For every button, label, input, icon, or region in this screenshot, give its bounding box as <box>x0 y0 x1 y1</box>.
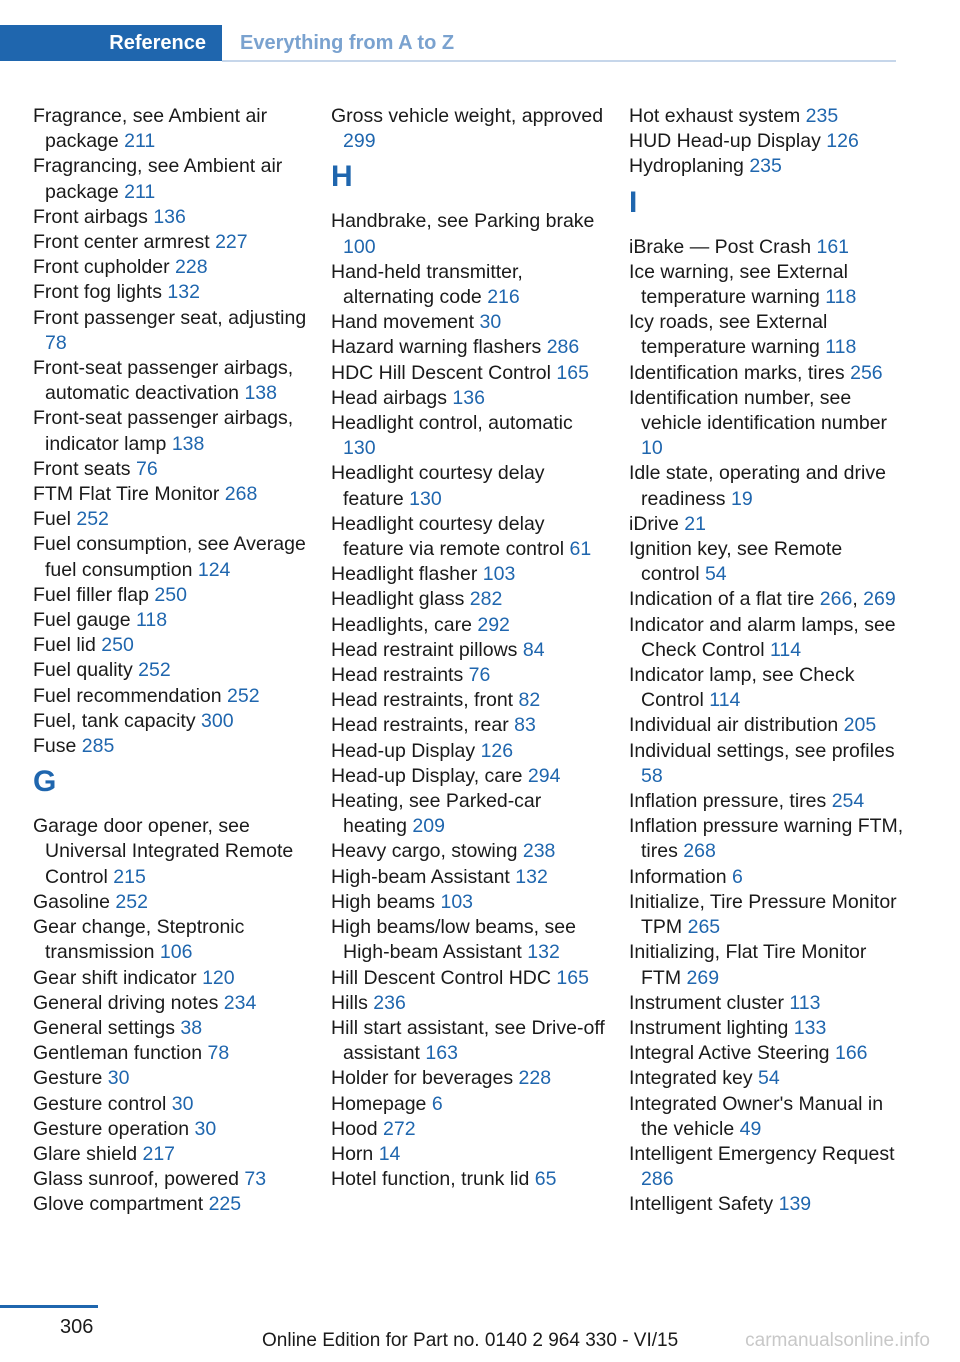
index-entry-text: Handbrake, see Parking brake <box>331 210 595 233</box>
index-entry <box>629 789 904 814</box>
page-reference-link[interactable]: 163 <box>425 1042 458 1065</box>
header-rule <box>222 60 896 62</box>
index-entry-text: Gross vehicle weight, approved <box>331 105 604 127</box>
page-reference-link[interactable]: 228 <box>175 256 208 279</box>
index-entry-text: Instrument lighting <box>629 1016 789 1039</box>
page-reference-link[interactable]: 216 <box>487 286 520 309</box>
index-entry <box>33 658 308 683</box>
index-entry-text: Headlight control, automatic <box>331 412 573 435</box>
index-entry-text: Hand movement <box>331 311 475 334</box>
page-reference-link[interactable]: 54 <box>704 563 727 586</box>
page-reference-link[interactable]: 138 <box>244 382 277 405</box>
page-reference-link[interactable]: 269 <box>686 966 720 989</box>
index-entry <box>33 280 308 305</box>
index-entry-text: Hill Descent Control HDC <box>331 966 551 989</box>
page-reference-link[interactable]: 106 <box>159 941 193 964</box>
index-entry <box>33 104 308 154</box>
page-reference-link[interactable]: 252 <box>115 890 148 913</box>
index-entry <box>629 260 904 310</box>
index-entry-text: Ice warning, see External temperature warning <box>629 260 848 309</box>
index-entry <box>629 814 904 864</box>
index-entry-text: Fuel <box>33 508 71 531</box>
index-entry-text: Identification number, see vehicle identification number <box>629 386 888 435</box>
index-entry <box>629 1142 904 1192</box>
index-entry-text: Fuel filler flap <box>33 583 149 606</box>
page-reference-link[interactable]: 166 <box>834 1042 868 1065</box>
page-reference-link[interactable]: 126 <box>826 130 859 153</box>
page-reference-link[interactable]: 76 <box>468 664 491 687</box>
page-reference-link[interactable]: 300 <box>201 709 234 732</box>
index-entry-text: Horn <box>331 1142 374 1165</box>
index-entry-text: Headlight glass <box>331 588 465 611</box>
index-letter-heading: I <box>629 185 638 219</box>
index-entry <box>33 1092 308 1117</box>
index-entry-text: Head restraints, front <box>331 689 514 712</box>
index-entry-text: Front-seat passenger airbags, automatic deactivation <box>33 357 294 405</box>
page-reference-link[interactable]: 38 <box>180 1016 203 1039</box>
index-entry-text: Hazard warning flashers <box>331 336 542 359</box>
index-entry-text: Fuel recommendation <box>33 684 222 707</box>
page-reference-link[interactable]: 103 <box>482 563 516 586</box>
index-entry <box>33 633 308 658</box>
page-reference-link[interactable]: 84 <box>522 638 545 661</box>
page-reference-link[interactable]: 130 <box>343 437 376 460</box>
index-entry <box>33 356 308 406</box>
page-reference-link[interactable]: 30 <box>194 1117 217 1140</box>
running-header <box>0 25 960 61</box>
index-entry <box>331 713 606 738</box>
index-entry <box>331 104 606 154</box>
index-entry-text: Hotel function, trunk lid <box>331 1168 530 1191</box>
index-entry <box>331 260 606 310</box>
index-entry <box>331 1066 606 1091</box>
index-entry <box>331 638 606 663</box>
index-entry-text: HUD Head-up Display <box>629 130 821 153</box>
index-entry <box>33 482 308 507</box>
index-entry-text: Garage door opener, see Universal Integrated Remote Control <box>33 815 294 888</box>
index-entry <box>331 587 606 612</box>
index-entry-text: Headlights, care <box>331 613 472 636</box>
index-entry <box>629 461 904 511</box>
index-entry <box>629 865 904 890</box>
index-entry <box>33 154 308 204</box>
page-reference-link[interactable]: 136 <box>452 386 485 409</box>
index-entry <box>33 890 308 915</box>
index-entry <box>33 608 308 633</box>
index-entry-text: Information <box>629 865 727 888</box>
page-reference-link[interactable]: 65 <box>534 1168 557 1191</box>
index-entry-text: Individual air distribution <box>629 714 839 737</box>
index-entry-text: Gear shift indicator <box>33 966 197 989</box>
page-reference-link[interactable]: 126 <box>480 739 514 762</box>
index-entry <box>33 966 308 991</box>
page-reference-link[interactable]: 252 <box>76 508 109 531</box>
index-entry-text: Heating, see Parked-car heating <box>331 790 542 838</box>
index-entry-text: Front seats <box>33 457 131 480</box>
page-reference-link[interactable]: 82 <box>518 689 541 712</box>
index-entry <box>33 734 308 759</box>
index-entry <box>629 713 904 738</box>
index-entry <box>629 1192 904 1217</box>
index-entry-text: Head-up Display, care <box>331 764 523 787</box>
index-entry-text: Fuse <box>33 735 77 758</box>
page-reference-link[interactable]: 165 <box>556 966 589 989</box>
index-entry-text: Integrated key <box>629 1067 753 1090</box>
page-reference-link[interactable]: 133 <box>793 1016 827 1039</box>
page-reference-link[interactable]: 250 <box>154 583 187 606</box>
index-entry <box>33 1142 308 1167</box>
page-reference-link[interactable]: 269 <box>863 588 896 611</box>
index-entry-text: Head airbags <box>331 386 447 409</box>
index-entry <box>33 684 308 709</box>
page-reference-link[interactable]: 209 <box>412 815 445 838</box>
index-entry-text: Fuel gauge <box>33 609 131 632</box>
section-subtitle: Everything from A to Z <box>240 31 455 54</box>
index-entry <box>33 532 308 582</box>
index-entry <box>629 613 904 663</box>
index-entry <box>331 966 606 991</box>
page-reference-link[interactable]: 286 <box>641 1168 674 1191</box>
page-reference-link[interactable]: 132 <box>527 941 560 964</box>
page-reference-link[interactable]: 124 <box>197 558 231 581</box>
page-reference-link[interactable]: 236 <box>373 991 406 1014</box>
index-entry <box>331 1092 606 1117</box>
index-entry <box>629 129 904 154</box>
index-entry <box>629 537 904 587</box>
index-entry <box>33 406 308 456</box>
page-reference-link[interactable]: 30 <box>171 1092 194 1115</box>
index-entry <box>331 915 606 965</box>
index-entry-text: Gesture operation <box>33 1117 190 1140</box>
index-entry-text: Fuel consumption, see Average fuel consumption <box>33 533 306 581</box>
index-entry-text: Headlight courtesy delay feature <box>331 462 545 510</box>
index-entry-text: Ignition key, see Remote control <box>629 538 843 586</box>
index-entry-text: Hand-held transmitter, alternating code <box>331 260 523 309</box>
index-entry-text: Gentleman function <box>33 1042 203 1065</box>
index-entry <box>33 1167 308 1192</box>
index-entry <box>33 709 308 734</box>
page-reference-link[interactable]: 161 <box>816 235 850 258</box>
index-entry-text: High beams/low beams, see High-beam Assistant <box>331 916 576 964</box>
page-reference-link[interactable]: 10 <box>641 437 663 460</box>
index-entry-text: Hill start assistant, see Drive-off assistant <box>331 1016 605 1065</box>
index-entry <box>33 255 308 280</box>
index-entry <box>33 1117 308 1142</box>
index-entry-text: Front-seat passenger airbags, indicator lamp <box>33 407 294 455</box>
index-entry <box>331 1167 606 1192</box>
index-entry <box>629 512 904 537</box>
index-entry <box>629 386 904 462</box>
index-entry-text: Idle state, operating and drive readiness <box>629 462 886 510</box>
page-reference-link[interactable]: 132 <box>167 281 200 304</box>
index-entry <box>33 1041 308 1066</box>
index-entry-text: Indication of a flat tire <box>629 588 815 611</box>
index-entry-text: Inflation pressure warning FTM, tires <box>629 815 904 863</box>
index-entry <box>33 991 308 1016</box>
page-reference-link[interactable]: 211 <box>124 180 156 203</box>
index-entry <box>629 1092 904 1142</box>
index-entry-text: Integrated Owner's Manual in the vehicle <box>629 1092 884 1140</box>
index-entry <box>33 1192 308 1217</box>
page-reference-link[interactable]: 238 <box>522 840 556 863</box>
page-reference-link[interactable]: 118 <box>825 286 857 309</box>
page-reference-link[interactable]: 235 <box>749 155 782 178</box>
page-reference-link[interactable]: 49 <box>739 1117 762 1140</box>
index-entry-text: Front airbags <box>33 205 148 228</box>
index-entry <box>331 461 606 511</box>
index-entry <box>331 789 606 839</box>
index-entry-text: iDrive <box>629 512 679 535</box>
index-entry <box>33 205 308 230</box>
page-reference-link[interactable]: 14 <box>378 1142 401 1165</box>
index-entry-text: Fuel lid <box>33 634 96 657</box>
index-entry-text: HDC Hill Descent Control <box>331 361 551 384</box>
index-entry-text: Fragrance, see Ambient air package <box>33 105 268 153</box>
index-entry <box>629 663 904 713</box>
page-reference-link[interactable]: 6 <box>431 1092 443 1115</box>
index-entry <box>331 739 606 764</box>
page-reference-link[interactable]: 265 <box>687 916 721 939</box>
page-reference-link[interactable]: 227 <box>215 231 248 254</box>
index-entry <box>331 613 606 638</box>
page-reference-link[interactable]: 285 <box>81 735 115 758</box>
page-reference-link[interactable]: 282 <box>469 588 503 611</box>
index-column-3 <box>629 104 904 1218</box>
index-entry-text: Gesture <box>33 1067 103 1090</box>
index-entry <box>331 1142 606 1167</box>
index-entry-text: Front center armrest <box>33 231 210 254</box>
page-reference-link[interactable]: 139 <box>778 1193 812 1216</box>
page-reference-link[interactable]: 61 <box>569 538 592 561</box>
index-entry-text: Head restraint pillows <box>331 638 518 661</box>
index-entry <box>331 1117 606 1142</box>
page-reference-link[interactable]: 118 <box>136 609 168 632</box>
page-reference-link[interactable]: 78 <box>45 331 67 354</box>
index-entry-text: Inflation pressure, tires <box>629 790 827 813</box>
index-column-2 <box>331 104 606 1192</box>
page-reference-link[interactable]: 73 <box>244 1168 267 1191</box>
index-entry <box>331 361 606 386</box>
index-entry-text: Indicator lamp, see Check Control <box>629 664 855 712</box>
index-entry <box>331 890 606 915</box>
page-reference-link[interactable]: 215 <box>113 865 146 888</box>
index-entry-text: Hills <box>331 991 368 1014</box>
page-reference-link[interactable]: 138 <box>171 432 205 455</box>
watermark: carmanualsonline.info <box>745 1330 930 1351</box>
page-reference-link[interactable]: 252 <box>138 659 171 682</box>
edition-note: Online Edition for Part no. 0140 2 964 330 - VI/15 <box>262 1330 679 1351</box>
page-reference-link[interactable]: 6 <box>731 865 743 888</box>
index-entry <box>331 562 606 587</box>
page-reference-link[interactable]: 217 <box>142 1142 176 1165</box>
page-reference-link[interactable]: 19 <box>730 487 753 510</box>
index-entry <box>331 663 606 688</box>
index-entry-text: General driving notes <box>33 991 219 1014</box>
page-reference-link[interactable]: 132 <box>515 865 548 888</box>
index-entry <box>629 1016 904 1041</box>
index-entry <box>629 1041 904 1066</box>
page-number: 306 <box>60 1316 94 1338</box>
index-entry <box>331 335 606 360</box>
page-reference-link[interactable]: 299 <box>343 130 376 153</box>
index-entry-text: Glove compartment <box>33 1193 204 1216</box>
page-reference-link[interactable]: 30 <box>479 311 502 334</box>
page-reference-link[interactable]: 114 <box>709 689 741 712</box>
index-entry <box>629 991 904 1016</box>
footer-rule <box>0 1305 98 1308</box>
page-reference-link[interactable]: 266 <box>819 588 853 611</box>
index-entry <box>331 386 606 411</box>
page-reference-link[interactable]: 235 <box>805 105 839 127</box>
index-entry-text: Head-up Display <box>331 739 476 762</box>
page-reference-link[interactable]: 130 <box>409 487 442 510</box>
index-entry-text: Front cupholder <box>33 256 170 279</box>
index-entry-text: Gesture control <box>33 1092 167 1115</box>
index-entry <box>629 104 904 129</box>
index-entry <box>33 1066 308 1091</box>
page-reference-link[interactable]: 268 <box>224 483 258 506</box>
page-reference-link[interactable]: 118 <box>825 336 857 359</box>
page-reference-link[interactable]: 294 <box>527 764 561 787</box>
index-entry-text: Intelligent Safety <box>629 1193 774 1216</box>
index-entry-text: Glass sunroof, powered <box>33 1168 239 1191</box>
section-tab-reference: Reference <box>0 25 222 61</box>
index-entry <box>331 1016 606 1066</box>
index-entry-text: Identification marks, tires <box>629 361 845 384</box>
page-reference-link[interactable]: 76 <box>135 457 158 480</box>
index-entry <box>629 739 904 789</box>
index-entry-text: Head restraints <box>331 664 464 687</box>
page-reference-link[interactable]: 225 <box>208 1193 242 1216</box>
index-entry-text: Gear change, Steptronic transmission <box>33 916 245 964</box>
index-entry <box>33 915 308 965</box>
index-entry-text: Hydroplaning <box>629 155 744 178</box>
index-entry <box>331 209 606 259</box>
index-entry-text: Intelligent Emergency Request <box>629 1142 895 1165</box>
page-reference-link[interactable]: 211 <box>124 130 156 153</box>
page-reference-link[interactable]: 83 <box>514 714 536 737</box>
page-reference-link[interactable]: 100 <box>343 235 376 258</box>
index-entry <box>33 583 308 608</box>
index-entry <box>629 940 904 990</box>
index-entry <box>331 512 606 562</box>
index-entry <box>629 361 904 386</box>
index-entry-text: High beams <box>331 890 436 913</box>
index-entry <box>331 865 606 890</box>
index-entry <box>331 991 606 1016</box>
index-entry <box>33 1016 308 1041</box>
page-reference-link[interactable]: 165 <box>556 361 589 384</box>
page-reference-link[interactable]: 292 <box>477 613 510 636</box>
page-reference-link[interactable]: 103 <box>440 890 474 913</box>
index-entry <box>331 411 606 461</box>
index-entry-text: iBrake — Post Crash <box>629 235 812 258</box>
page-reference-link[interactable]: 136 <box>153 205 186 228</box>
page-reference-link[interactable]: 120 <box>202 966 235 989</box>
index-entry-text: Initializing, Flat Tire Monitor FTM <box>629 941 867 989</box>
index-column-1 <box>33 104 308 1218</box>
page-reference-link[interactable]: 113 <box>789 991 821 1014</box>
index-entry-text: Front fog lights <box>33 281 162 304</box>
page-reference-link[interactable]: 114 <box>769 638 802 661</box>
index-entry <box>629 890 904 940</box>
page-reference-link[interactable]: 228 <box>518 1067 552 1090</box>
index-entry <box>629 235 904 260</box>
index-entry <box>33 507 308 532</box>
index-entry-text: Indicator and alarm lamps, see Check Control <box>629 613 896 661</box>
index-entry-text: Individual settings, see profiles <box>629 739 895 762</box>
page-reference-link[interactable]: 286 <box>546 336 580 359</box>
page-reference-link[interactable]: 21 <box>684 512 706 535</box>
page-reference-link[interactable]: 78 <box>207 1042 230 1065</box>
page-reference-link[interactable]: 30 <box>107 1067 130 1090</box>
index-entry-text: Fuel, tank capacity <box>33 709 196 732</box>
index-entry-text: Heavy cargo, stowing <box>331 840 518 863</box>
index-entry <box>331 764 606 789</box>
index-entry <box>331 310 606 335</box>
index-entry-text: Holder for beverages <box>331 1067 514 1090</box>
index-entry-text: General settings <box>33 1016 175 1039</box>
index-letter-heading: G <box>33 765 57 799</box>
index-entry-text: FTM Flat Tire Monitor <box>33 483 220 506</box>
index-entry-text: Hot exhaust system <box>629 105 801 127</box>
index-entry-text: Glare shield <box>33 1142 138 1165</box>
index-entry-text: Initialize, Tire Pressure Monitor TPM <box>629 890 897 939</box>
index-entry <box>33 457 308 482</box>
index-entry <box>331 688 606 713</box>
index-entry <box>629 154 904 179</box>
index-entry-text: Gasoline <box>33 890 110 913</box>
index-entry-text: Hood <box>331 1117 378 1140</box>
index-entry-text: High-beam Assistant <box>331 865 510 888</box>
page-reference-link[interactable]: 205 <box>843 714 877 737</box>
index-entry <box>331 839 606 864</box>
index-entry-text: Fragrancing, see Ambient air package <box>33 155 283 203</box>
index-entry-text: Headlight courtesy delay feature via remote control <box>331 512 565 561</box>
index-entry-text: Headlight flasher <box>331 563 478 586</box>
index-entry-text: Head restraints, rear <box>331 714 509 737</box>
page-reference-link[interactable]: 250 <box>101 634 134 657</box>
index-entry: Indication of a flat tire 266, 269 <box>629 588 896 611</box>
page-reference-link[interactable]: 252 <box>227 684 260 707</box>
page-reference-link[interactable]: 254 <box>831 790 865 813</box>
index-entry <box>33 306 308 356</box>
page-reference-link[interactable]: 272 <box>383 1117 416 1140</box>
index-letter-heading: H <box>331 160 353 194</box>
index-entry-text: Fuel quality <box>33 659 133 682</box>
index-entry-text: Icy roads, see External temperature warning <box>629 311 828 359</box>
page-reference-link[interactable]: 256 <box>850 361 883 384</box>
index-entry <box>33 230 308 255</box>
index-entry <box>629 310 904 360</box>
page-reference-link[interactable]: 58 <box>641 764 663 787</box>
page-reference-link[interactable]: 54 <box>758 1067 780 1090</box>
index-entry <box>629 1066 904 1091</box>
page-reference-link[interactable]: 234 <box>223 991 257 1014</box>
page-reference-link[interactable]: 268 <box>683 840 716 863</box>
index-entry-text: Front passenger seat, adjusting <box>33 306 307 329</box>
index-entry-text: Instrument cluster <box>629 991 784 1014</box>
index-entry-text: Integral Active Steering <box>629 1042 830 1065</box>
index-entry <box>33 814 308 890</box>
index-entry-text: Homepage <box>331 1092 427 1115</box>
